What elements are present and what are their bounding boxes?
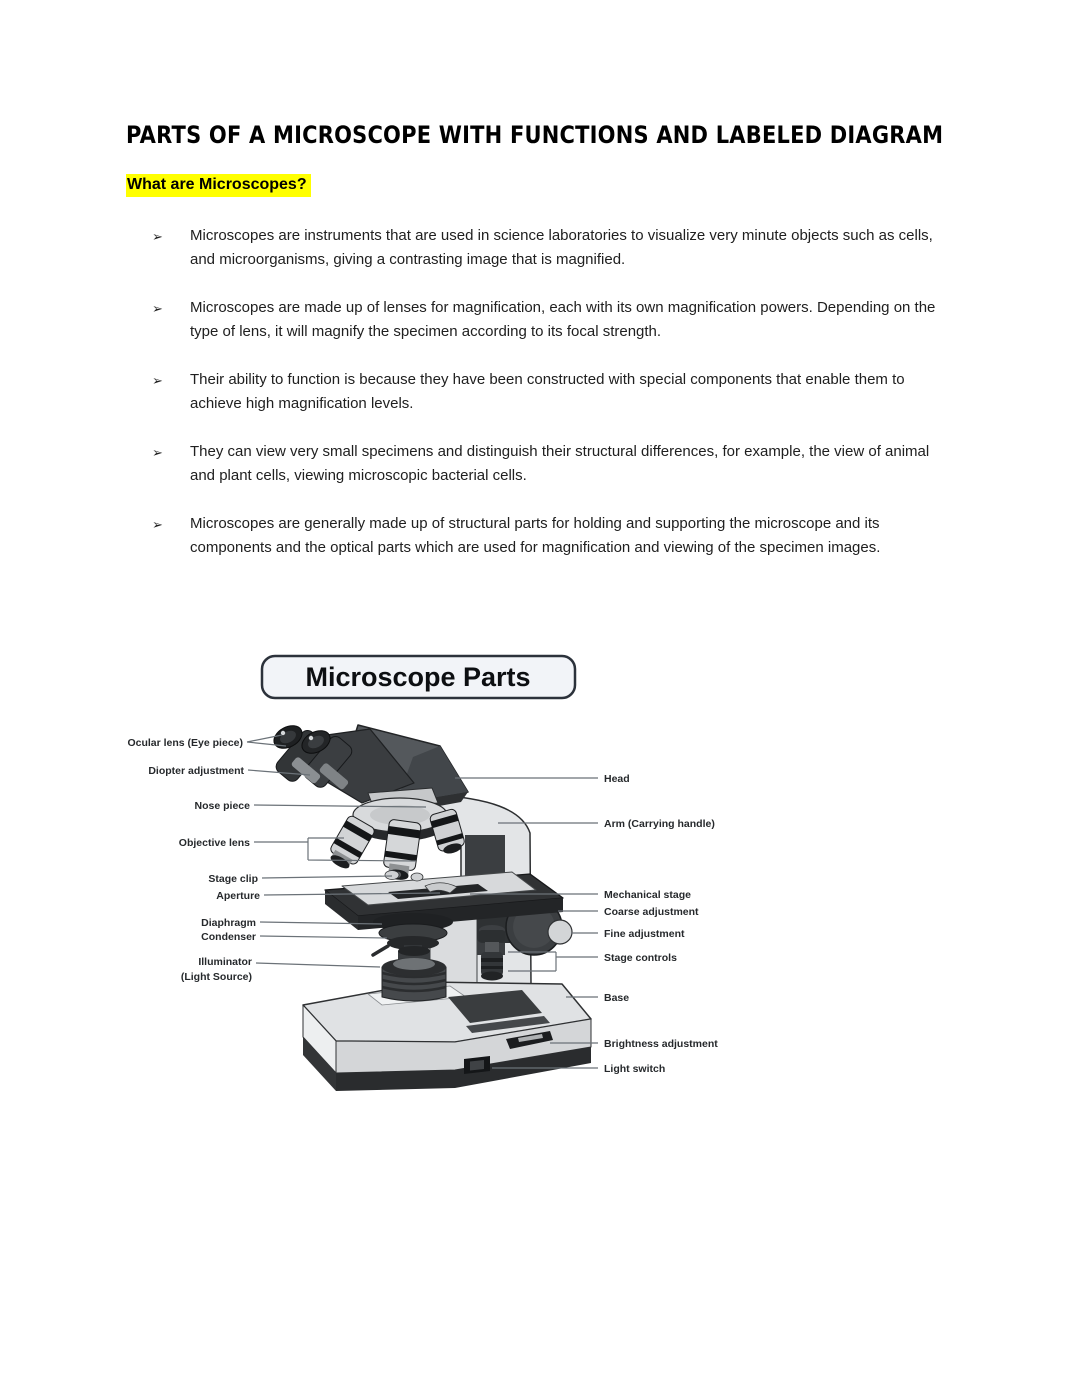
bullet-item [152, 296, 952, 344]
label-brightness-adjustment: Brightness adjustment [604, 1038, 718, 1050]
page-title: PARTS OF A MICROSCOPE WITH FUNCTIONS AND LABELED DIAGRAM [126, 121, 944, 149]
microscope-illustration [270, 721, 591, 1091]
label-illuminator: Illuminator [198, 956, 252, 968]
microscope-diagram [127, 645, 850, 1095]
bullet-text: Their ability to function is because they have been constructed with special components that enable them to achieve high magnification levels. [190, 371, 905, 412]
diagram-title-box [262, 656, 575, 698]
bullet-arrow-icon: ➢ [152, 518, 163, 533]
diagram-title: Microscope Parts [305, 662, 531, 692]
bullet-arrow-icon: ➢ [152, 374, 163, 389]
label-arm: Arm (Carrying handle) [604, 818, 715, 830]
label-nose-piece: Nose piece [194, 800, 250, 812]
label-fine-adjustment: Fine adjustment [604, 928, 685, 940]
stage-control-knobs [479, 925, 505, 981]
bullet-item [152, 224, 952, 272]
label-stage-controls: Stage controls [604, 952, 677, 964]
label-light-switch: Light switch [604, 1063, 666, 1075]
fine-adjustment-knob [548, 920, 572, 944]
label-objective-lens: Objective lens [178, 837, 250, 849]
bullet-list [152, 224, 952, 584]
label-base: Base [604, 992, 630, 1004]
bullet-arrow-icon: ➢ [152, 230, 163, 245]
light-switch-button [464, 1056, 490, 1074]
label-condenser: Condenser [201, 931, 256, 943]
bullet-item [152, 440, 952, 488]
section-heading: What are Microscopes? [126, 174, 311, 197]
label-light-source: (Light Source) [180, 971, 252, 983]
label-diaphragm: Diaphragm [201, 917, 256, 929]
bullet-arrow-icon: ➢ [152, 446, 163, 461]
bullet-text: Microscopes are generally made up of structural parts for holding and supporting the microscope and its components and the optical parts which are used for magnification and viewing of the specimen images. [190, 515, 881, 556]
label-stage-clip: Stage clip [208, 873, 258, 885]
bullet-item [152, 512, 952, 560]
bullet-text: Microscopes are instruments that are used in science laboratories to visualize very minute objects such as cells, and microorganisms, giving a contrasting image that is magnified. [190, 227, 933, 268]
label-head: Head [604, 773, 630, 785]
label-diopter-adjustment: Diopter adjustment [148, 765, 244, 777]
label-aperture: Aperture [216, 890, 260, 902]
bullet-item [152, 368, 952, 416]
label-ocular-lens: Ocular lens (Eye piece) [127, 737, 243, 749]
bullet-text: They can view very small specimens and distinguish their structural differences, for example, the view of animal and plant cells, viewing microscopic bacterial cells. [190, 443, 930, 484]
bullet-text: Microscopes are made up of lenses for magnification, each with its own magnification powers. Depending on the type of lens, it will magnify the specimen according to its focal strength. [190, 299, 936, 340]
label-coarse-adjustment: Coarse adjustment [604, 906, 699, 918]
bullet-arrow-icon: ➢ [152, 302, 163, 317]
label-mechanical-stage: Mechanical stage [604, 889, 691, 901]
